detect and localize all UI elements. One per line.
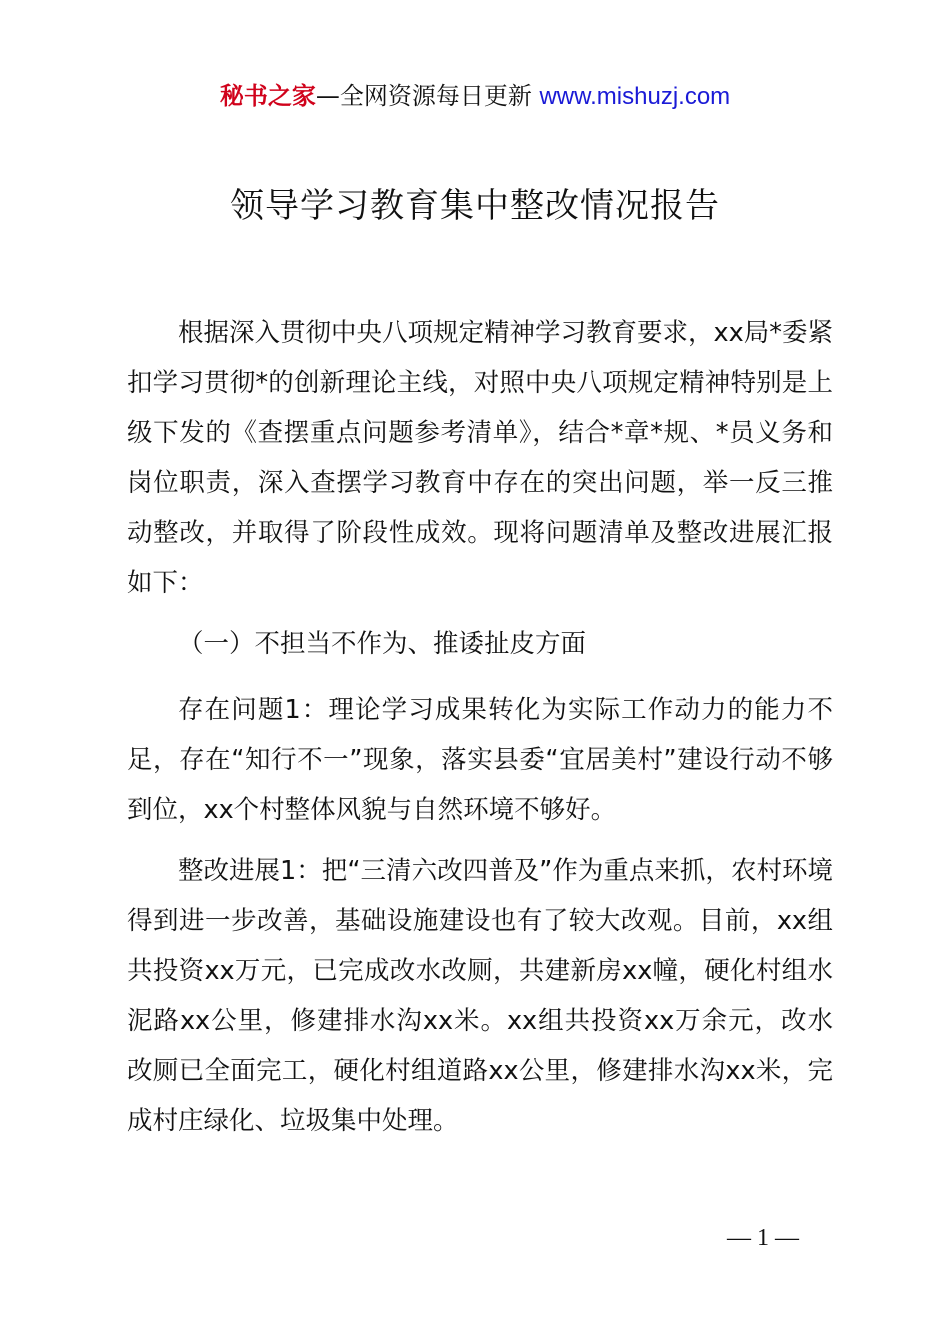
document-title: 领导学习教育集中整改情况报告 xyxy=(230,186,720,226)
header-separator: — xyxy=(315,82,340,110)
site-tagline: 全网资源每日更新 xyxy=(339,82,532,110)
intro-paragraph: 根据深入贯彻中央八项规定精神学习教育要求，xx局*委紧扣学习贯彻*的创新理论主线，对照中央八项规定精神特别是上级下发的《查摆重点问题参考清单》，结合*章*规、*员义务和岗位职责，深入查摆学习教育中存在的突出问题，举一反三推动整改，并取得了阶段性成效。现将问题清单及整改进展汇报如下： xyxy=(127,318,833,598)
site-brand: 秘书之家 xyxy=(219,82,316,110)
problem-paragraph: 存在问题1：理论学习成果转化为实际工作动力的能力不足，存在“知行不一”现象，落实县委“宜居美村”建设行动不够到位，xx个村整体风貌与自然环境不够好。 xyxy=(127,695,833,825)
document-body xyxy=(127,308,833,1157)
progress-paragraph: 整改进展1：把“三清六改四普及”作为重点来抓，农村环境得到进一步改善，基础设施建设也有了较大改观。目前，xx组共投资xx万元，已完成改水改厕，共建新房xx幢，硬化村组水泥路xx公里，修建排水沟xx米。xx组共投资xx万余元，改水改厕已全面完工，硬化村组道路xx公里，修建排水沟xx米，完成村庄绿化、垃圾集中处理。 xyxy=(127,856,833,1136)
site-url-link[interactable]: www.mishuzj.com xyxy=(539,83,731,110)
section-heading: （一）不担当不作为、推诿扯皮方面 xyxy=(178,629,587,659)
page-number: — 1 — xyxy=(727,1225,799,1251)
site-header xyxy=(0,80,950,113)
